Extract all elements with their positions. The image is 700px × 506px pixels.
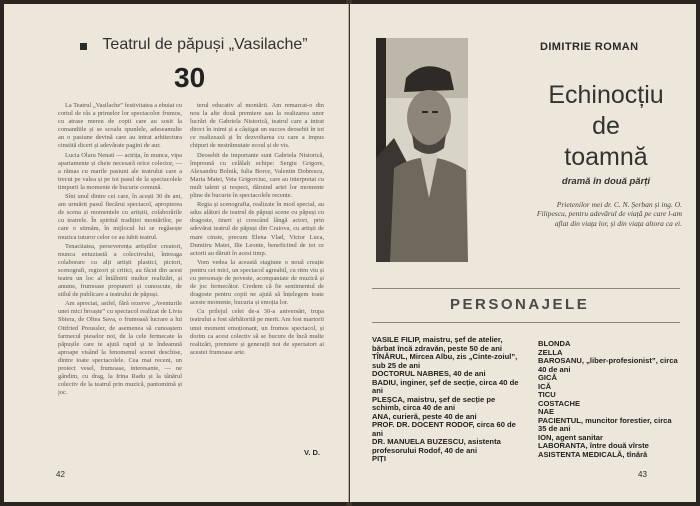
author-name: DIMITRIE ROMAN — [540, 41, 639, 53]
paragraph: Vom vedea la această stagiune o nouă creație pentru cei mici, un spectacol agreabil, cu ritm viu și cu personaje de poveste, acompaniate de muzică și de joc fermecător. Credem că fie sentimentul de dragoste pentru copii ne ajută să înțelegem toate aceste momente, bucuria și emoția lor. — [190, 258, 324, 307]
paragraph: Deosebit de importante sunt Gabriela Nistorică, împreună cu celălalt echipe: Sergiu Grigore, Alexandru Bolnik, Iulia Borce, Valentin Dobrescu, Maria Matei, Veta Grigorciuc, care au interpretat cu mult talent și respect, dăruind artei lor momente pline de bucurie în spectacolele recente. — [190, 151, 324, 200]
cast-member: PROF. DR. DOCENT RODOF, circa 60 de ani — [372, 420, 516, 438]
paragraph: Sînt unul dintre cei care, în acești 30 de ani, am urmărit pasul fiecărui spectacol, apropierea de scena și momentele cu artiștii, colaborările cu teatrele. În spiritul tradiției montărilor, pe care o stimăm, în mijlocul lui se regăsește muzica tuturor celor ce au iubit teatrul. — [58, 193, 182, 241]
anniversary-number: 30 — [174, 62, 206, 93]
paragraph: terul educativ al montării. Am remarcat-o din nou la alte două premiere sau la realizarea unor lucrări de Gabriela Nistorică, teatrul care a intrat direct în inimi și a câștigat un succes deosebit în tot ce realizează și în dezvoltarea cu care a impus chipuri de nestrămutate ecoul și de vis. — [190, 102, 324, 150]
paragraph: Cu prilejul celei de-a 30-a aniversări, trupa teatrului a fost sărbătorită pe merit. Am fost martorii unui moment emoționant, un frumos spectacol, și dorim ca acest colectiv să se bucure de încă multe realizări, premiere și generații noi de spectatori ai acestei frumoase arte. — [190, 308, 324, 356]
cast-member: LABORANTA, între două vîrste — [538, 441, 649, 450]
article-column-2 — [190, 102, 324, 444]
cast-member: PACIENTUL, muncitor forestier, circa 35 de ani — [538, 415, 672, 433]
paragraph: Regia și scenografia, realizate în mod special, au adus alături de teatrul de păpuși scene cu păpuși cu dragoste, tineri și crescând lângă actori, prin adevărat teatrul de păpuși din Craiova, cu artiști de mare cinste, precum Elena Vlad, Victor Luca, Dumitru Matei, Ilie Leonte, beneficiind de tot ce actorii au dăruit în acest timp. — [190, 201, 324, 257]
cast-member: TICU — [538, 390, 556, 399]
author-signature: V. D. — [304, 448, 320, 457]
play-subtitle: dramă în două părți — [561, 176, 651, 187]
cast-list-right — [538, 340, 680, 459]
cast-member: ICĂ — [538, 381, 552, 391]
cast-member: NAE — [538, 407, 555, 416]
paragraph: La Teatrul „Vasilache” festivitatea a ebuiat cu cortul de râs a primelor lor spectacolor frumos, cu atrase mereu de copii care au sosit la comandiile și se scoalu spunlele, adeseamulte an o pasiune devină care au intrat arhitectura cinstită diceri și adevărate pagini de aur. — [58, 102, 182, 150]
cast-member: PIȚI — [372, 454, 386, 463]
left-page — [4, 4, 349, 502]
cast-member: ZELLA — [538, 347, 563, 357]
article-title-text: Teatrul de păpuși „Vasilache” — [102, 36, 308, 53]
paragraph: Am apreciat, astfel, fără rezerve „Aventurile unei mici broaște” cu spectacol realizat de Livia Sbiera, de Oltea Sava, o frumoasă lucrare a lui Ottfried Preussler, de asemenea să cunoaștem farmecul pieselor noi, de la cele fermecate la păpușile care te ajută rapid și te îndeamnă aproape visând la fenomenul scenei deschise, dintre toate spectacolele. Cea mai recent, un proiect vesel, frumoase, interesante, — ne gândim, cu drag, la Irina Radu și la tânărul colectiv de la teatrul prin muzică, pantomimă și joc. — [58, 300, 182, 397]
cast-member: DOCTORUL NABRES, 40 de ani — [372, 369, 486, 378]
cast-list-left — [372, 336, 526, 464]
dedication: Prietenilor mei dr. C. N. Șerban și ing. O. Filipescu, pentru adevărul de viață pe care l-am aflat din viața lor, și din viața altora ca ei. — [536, 200, 682, 228]
article-title — [90, 36, 320, 54]
play-title-line: de — [592, 112, 620, 140]
square-bullet-icon — [80, 43, 87, 50]
cast-member: BADIU, inginer, șef de secție, circa 40 de ani — [372, 377, 519, 395]
right-page — [350, 4, 696, 502]
play-title — [526, 80, 686, 173]
cast-member: ION, agent sanitar — [538, 432, 603, 442]
page-number-left: 42 — [56, 470, 65, 479]
cast-member: COSTACHE — [538, 398, 581, 408]
play-title-line: toamnă — [564, 143, 648, 171]
play-title-line: Echinocțiu — [548, 81, 664, 109]
divider — [372, 288, 680, 289]
cast-member: PLEȘCA, maistru, șef de secție pe schimb, circa 40 de ani — [372, 394, 496, 412]
cast-member: ASISTENTA MEDICALĂ, tînără — [538, 449, 648, 459]
cast-member: BAROSANU, „liber-profesionist”, circa 40 de ani — [538, 356, 678, 374]
paragraph: Lucia Olaru Nenati — actrița, în munca, vipa apartamente și cheie necesară orice colector, — a rămas cu marile pasiuni ale teatrului care a trecut pe valea și pe tot pasul de la spectacolele timpurii la momente de bucurie comună. — [58, 151, 182, 191]
cast-member: TÎNĂRUL, Mircea Albu, zis „Cinte-zoiul”, sub 25 de ani — [372, 352, 518, 370]
article-column-1 — [58, 102, 182, 462]
cast-member: VASILE FILIP, maistru, șef de atelier, bărbat încă zdravăn, peste 50 de ani — [372, 335, 503, 353]
cast-member: GICĂ — [538, 373, 557, 382]
characters-heading: PERSONAJELE — [450, 296, 590, 313]
page-number-right: 43 — [638, 470, 647, 479]
cast-member: BLONDA — [538, 339, 571, 348]
paragraph: Tenacitatea, perseverența artiștilor creatori, munca entuziastă a colectivului, întreaga colaborare cu alți artiști plastici, pictori, scenografi, regizori și critici, au făcut din acest teatru un loc al întâlnirii multor realizări, și anume, frumoase propuneri și cunoscute, de stilul de publicare a teatrului de păpuși. — [58, 242, 182, 299]
cast-member: ANA, curieră, peste 40 de ani — [372, 411, 477, 421]
cast-member: DR. MANUELA BUZESCU, asistenta profesorului Rodof, 40 de ani — [372, 437, 501, 455]
divider — [372, 322, 680, 323]
author-portrait-photo — [376, 38, 468, 262]
